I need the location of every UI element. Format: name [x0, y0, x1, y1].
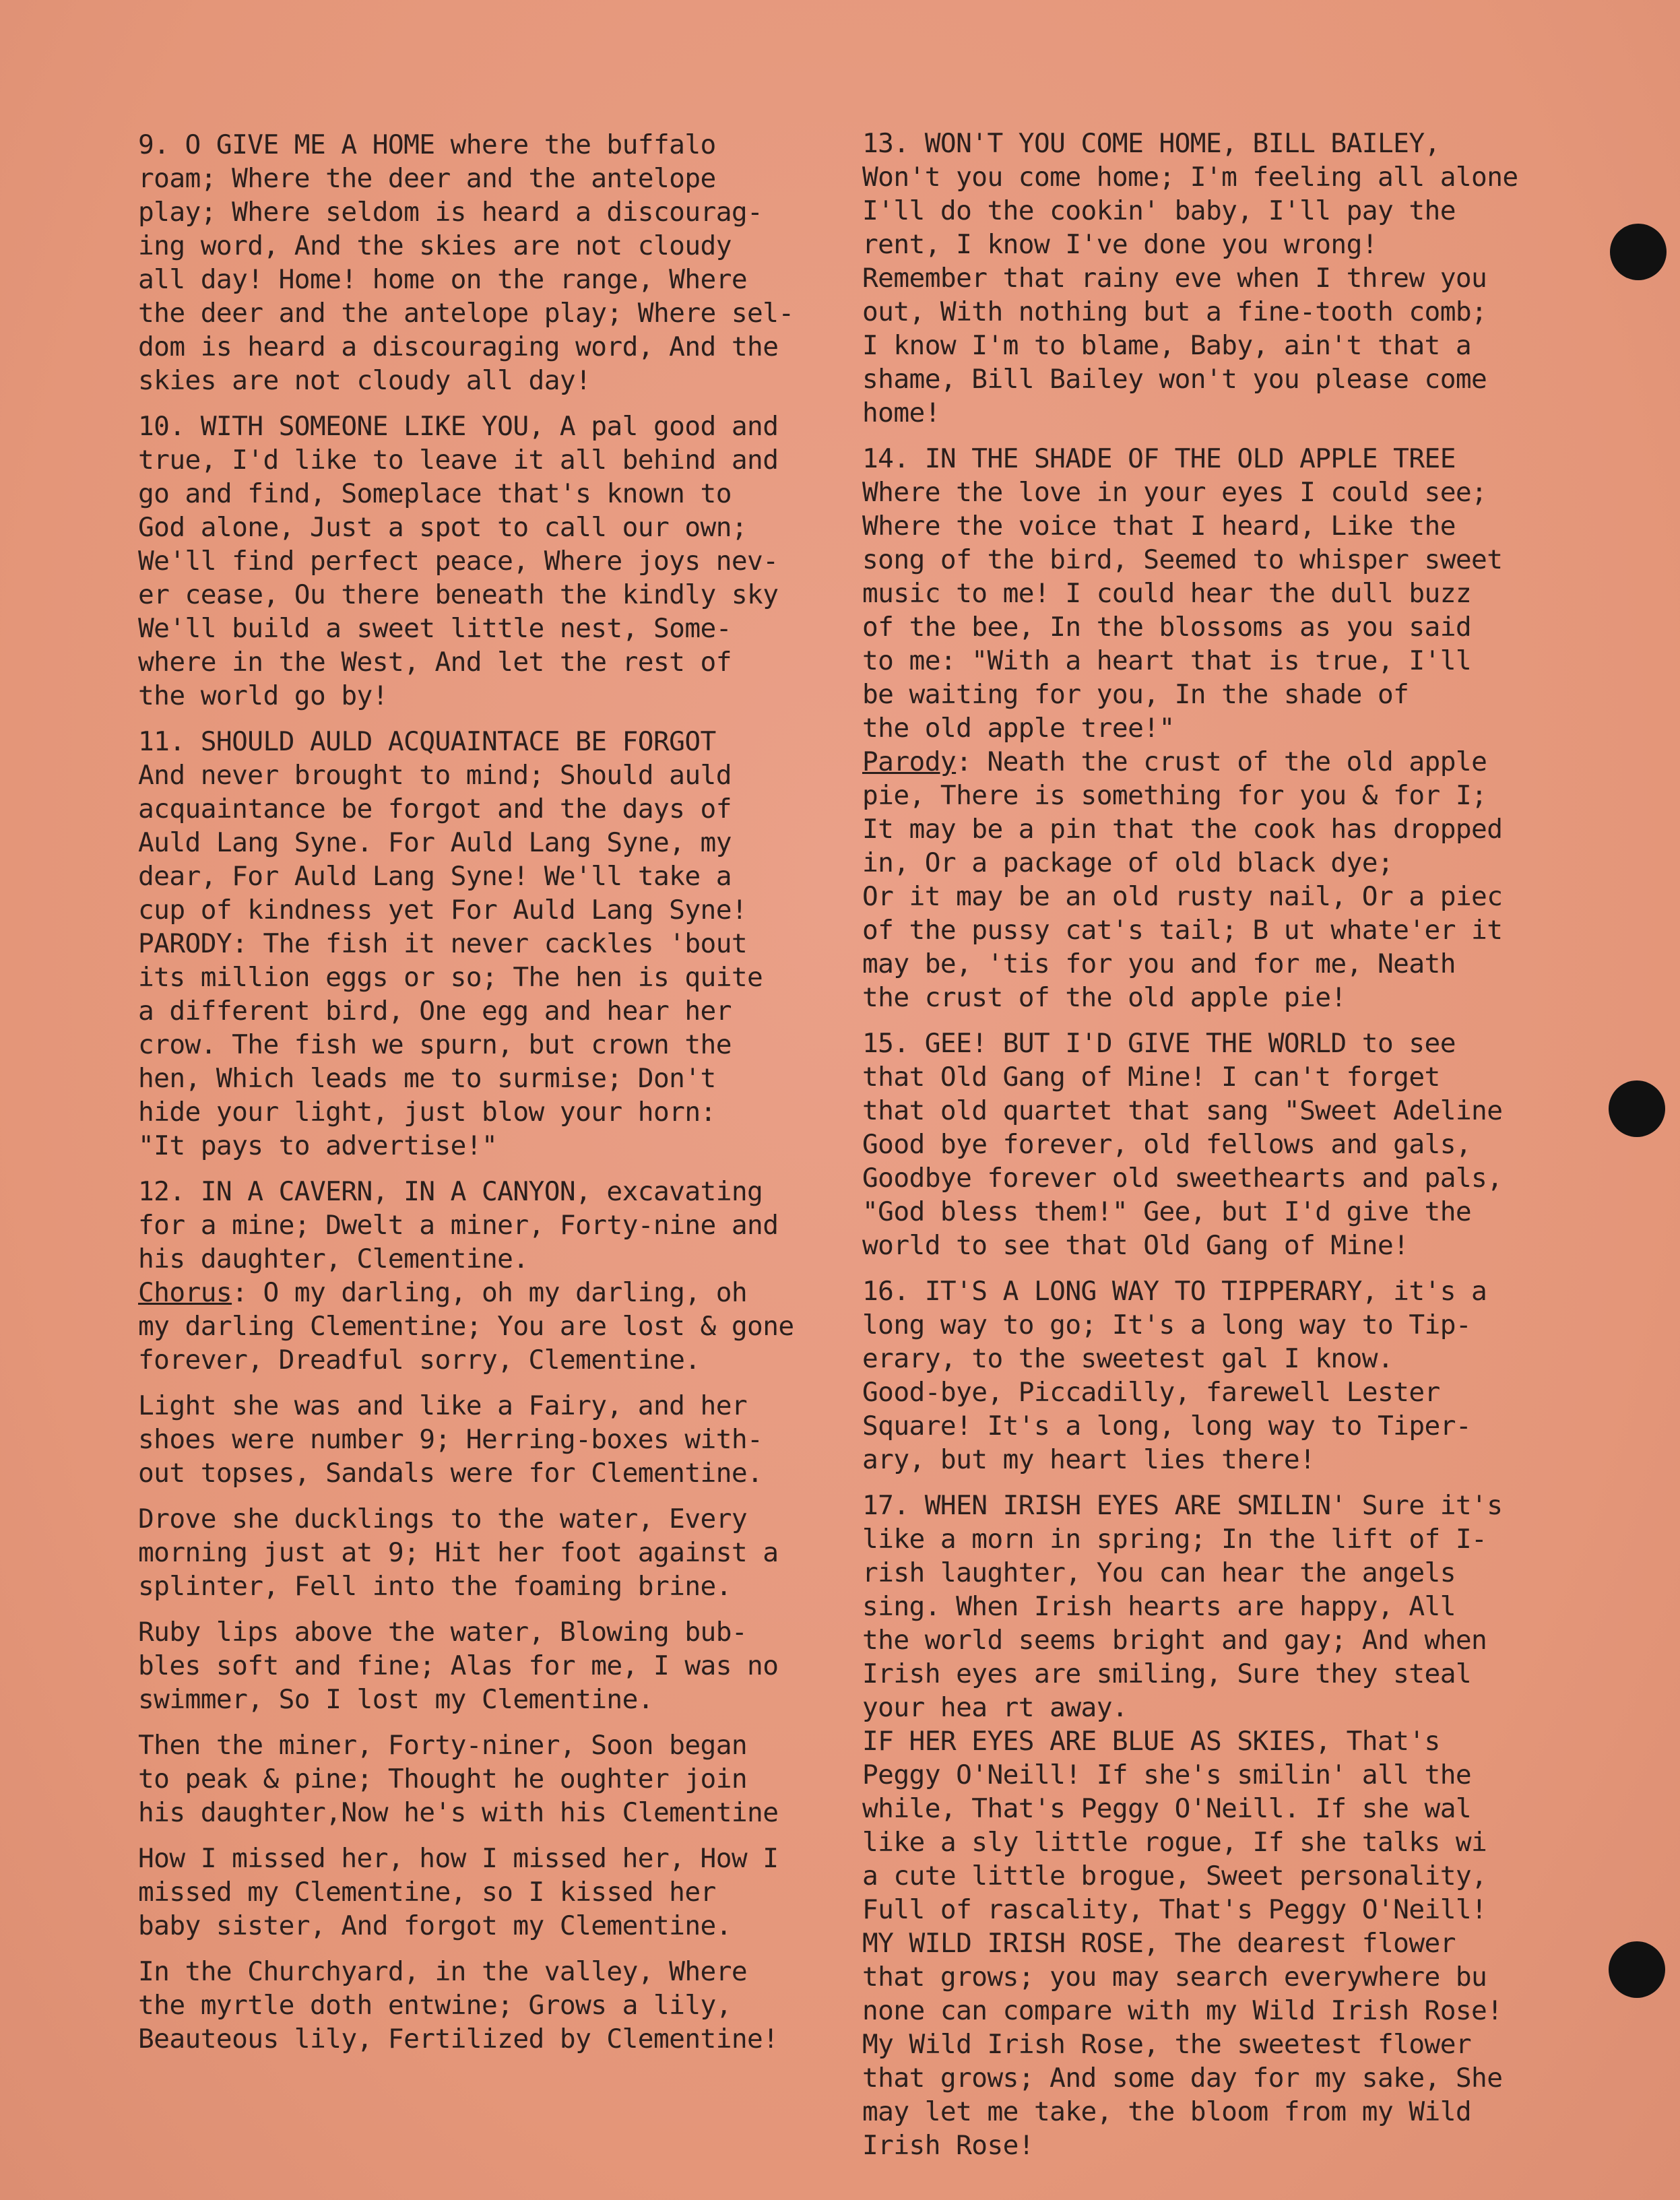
song-block	[138, 1615, 866, 1716]
song-line: the old apple tree!"	[862, 713, 1175, 744]
song-line: Auld Lang Syne. For Auld Lang Syne, my	[138, 827, 732, 858]
parody-line: It may be a pin that the cook has dropped	[862, 814, 1503, 845]
song-line: swimmer, So I lost my Clementine.	[138, 1684, 653, 1715]
song-line: 12. IN A CAVERN, IN A CANYON, excavating	[138, 1176, 763, 1207]
parody-line	[862, 745, 1583, 779]
parody-line: pie, There is something for you & for I;	[862, 780, 1487, 811]
song-line: none can compare with my Wild Irish Rose!	[862, 1995, 1503, 2026]
parody-line: the crust of the old apple pie!	[862, 982, 1347, 1013]
song-line: your hea rt away.	[862, 1692, 1128, 1723]
song-line: may let me take, the bloom from my Wild	[862, 2096, 1472, 2127]
song-line: like a morn in spring; In the lift of I-	[862, 1524, 1487, 1555]
song-line: the deer and the antelope play; Where sel-	[138, 298, 794, 329]
song-line: missed my Clementine, so I kissed her	[138, 1877, 716, 1908]
song-block	[138, 1175, 866, 1377]
song-line: his daughter, Clementine.	[138, 1243, 529, 1274]
chorus-line: forever, Dreadful sorry, Clementine.	[138, 1345, 701, 1376]
chorus-text: : O my darling, oh my darling, oh	[232, 1277, 748, 1308]
song-line: Irish Rose!	[862, 2130, 1034, 2161]
song-line: And never brought to mind; Should auld	[138, 760, 732, 791]
song-line: sing. When Irish hearts are happy, All	[862, 1591, 1456, 1622]
song-line: Light she was and like a Fairy, and her	[138, 1390, 748, 1421]
punch-hole-middle	[1609, 1080, 1665, 1137]
song-line: out, With nothing but a fine-tooth comb;	[862, 296, 1487, 327]
song-block	[138, 1728, 866, 1830]
song-line: IF HER EYES ARE BLUE AS SKIES, That's	[862, 1726, 1440, 1757]
song-line: to me: "With a heart that is true, I'll	[862, 645, 1472, 676]
song-line: music to me! I could hear the dull buzz	[862, 578, 1472, 609]
song-line: that grows; And some day for my sake, She	[862, 2063, 1503, 2094]
song-line: true, I'd like to leave it all behind and	[138, 445, 779, 476]
song-line: Then the miner, Forty-niner, Soon began	[138, 1730, 748, 1761]
song-block	[862, 127, 1583, 430]
song-line: 17. WHEN IRISH EYES ARE SMILIN' Sure it's	[862, 1490, 1503, 1521]
punch-hole-bottom	[1609, 1941, 1665, 1998]
song-line: Irish eyes are smiling, Sure they steal	[862, 1658, 1472, 1689]
song-line: Remember that rainy eve when I threw you	[862, 263, 1487, 294]
song-line: out topses, Sandals were for Clementine.	[138, 1458, 763, 1489]
song-line: all day! Home! home on the range, Where	[138, 264, 748, 295]
song-line: We'll find perfect peace, Where joys nev-	[138, 546, 779, 577]
song-line: Won't you come home; I'm feeling all alone	[862, 162, 1518, 193]
song-line: like a sly little rogue, If she talks wi	[862, 1827, 1487, 1858]
song-line: where in the West, And let the rest of	[138, 647, 732, 678]
song-line: 13. WON'T YOU COME HOME, BILL BAILEY,	[862, 128, 1440, 159]
song-line: that Old Gang of Mine! I can't forget	[862, 1062, 1440, 1093]
song-line: hen, Which leads me to surmise; Don't	[138, 1063, 716, 1094]
song-line: I know I'm to blame, Baby, ain't that a	[862, 330, 1472, 361]
parody-text: : Neath the crust of the old apple	[956, 746, 1487, 777]
song-line: world to see that Old Gang of Mine!	[862, 1230, 1409, 1261]
song-line: be waiting for you, In the shade of	[862, 679, 1409, 710]
song-line: shoes were number 9; Herring-boxes with-	[138, 1424, 763, 1455]
song-line: skies are not cloudy all day!	[138, 365, 591, 396]
song-line: crow. The fish we spurn, but crown the	[138, 1029, 732, 1060]
song-line: 9. O GIVE ME A HOME where the buffalo	[138, 129, 716, 160]
song-line: rish laughter, You can hear the angels	[862, 1557, 1456, 1588]
song-line: the world seems bright and gay; And when	[862, 1625, 1487, 1656]
song-line: God alone, Just a spot to call our own;	[138, 512, 748, 543]
song-line: Drove she ducklings to the water, Every	[138, 1503, 748, 1534]
song-line: hide your light, just blow your horn:	[138, 1097, 716, 1128]
song-line: dear, For Auld Lang Syne! We'll take a	[138, 861, 732, 892]
song-line: "God bless them!" Gee, but I'd give the	[862, 1196, 1472, 1227]
song-line: song of the bird, Seemed to whisper sweet	[862, 544, 1503, 575]
song-line: acquaintance be forgot and the days of	[138, 794, 732, 824]
song-line: that old quartet that sang "Sweet Adeline	[862, 1095, 1503, 1126]
song-line: bles soft and fine; Alas for me, I was no	[138, 1650, 779, 1681]
song-block	[138, 1842, 866, 1943]
song-line: In the Churchyard, in the valley, Where	[138, 1956, 748, 1987]
song-line: dom is heard a discouraging word, And the	[138, 331, 779, 362]
song-block	[862, 1027, 1583, 1262]
song-line: baby sister, And forgot my Clementine.	[138, 1910, 732, 1941]
song-line: home!	[862, 397, 940, 428]
song-line: Ruby lips above the water, Blowing bub-	[138, 1617, 748, 1648]
song-line: for a mine; Dwelt a miner, Forty-nine and	[138, 1210, 779, 1241]
song-line: his daughter,Now he's with his Clementine	[138, 1797, 779, 1828]
song-line: We'll build a sweet little nest, Some-	[138, 613, 732, 644]
song-line: a different bird, One egg and hear her	[138, 996, 732, 1027]
song-line: MY WILD IRISH ROSE, The dearest flower	[862, 1928, 1456, 1959]
song-line: Where the love in your eyes I could see;	[862, 477, 1487, 508]
song-line: "It pays to advertise!"	[138, 1130, 498, 1161]
song-line: while, That's Peggy O'Neill. If she wal	[862, 1793, 1472, 1824]
song-line: My Wild Irish Rose, the sweetest flower	[862, 2029, 1472, 2060]
song-line: to peak & pine; Thought he oughter join	[138, 1764, 748, 1794]
chorus-label: Chorus	[138, 1277, 232, 1308]
parody-label: Parody	[862, 746, 957, 777]
song-block	[138, 725, 866, 1163]
song-line: I'll do the cookin' baby, I'll pay the	[862, 195, 1456, 226]
song-line: 16. IT'S A LONG WAY TO TIPPERARY, it's a	[862, 1276, 1487, 1307]
song-line: go and find, Someplace that's known to	[138, 478, 732, 509]
song-line: a cute little brogue, Sweet personality,	[862, 1861, 1487, 1891]
song-block	[862, 1274, 1583, 1477]
song-block	[862, 442, 1583, 1014]
song-line: Beauteous lily, Fertilized by Clementine!	[138, 2024, 779, 2055]
song-line: splinter, Fell into the foaming brine.	[138, 1571, 732, 1602]
song-line: Good-bye, Piccadilly, farewell Lester	[862, 1377, 1440, 1408]
song-line: 14. IN THE SHADE OF THE OLD APPLE TREE	[862, 443, 1456, 474]
song-block	[138, 1955, 866, 2056]
song-line: Peggy O'Neill! If she's smilin' all the	[862, 1759, 1472, 1790]
song-line: rent, I know I've done you wrong!	[862, 229, 1378, 260]
song-line: its million eggs or so; The hen is quite	[138, 962, 763, 993]
song-line: Square! It's a long, long way to Tiper-	[862, 1411, 1472, 1442]
song-line: morning just at 9; Hit her foot against a	[138, 1537, 779, 1568]
song-line: Full of rascality, That's Peggy O'Neill!	[862, 1894, 1487, 1925]
song-line: ing word, And the skies are not cloudy	[138, 230, 732, 261]
song-line: play; Where seldom is heard a discourag-	[138, 197, 763, 228]
parody-line: of the pussy cat's tail; B ut whate'er it	[862, 915, 1503, 946]
song-block	[862, 1489, 1583, 2162]
song-line: erary, to the sweetest gal I know.	[862, 1343, 1394, 1374]
song-line: long way to go; It's a long way to Tip-	[862, 1309, 1472, 1340]
song-line: 10. WITH SOMEONE LIKE YOU, A pal good and	[138, 411, 779, 442]
song-line: cup of kindness yet For Auld Lang Syne!	[138, 895, 748, 926]
song-line: the world go by!	[138, 680, 388, 711]
song-block	[138, 1502, 866, 1603]
song-block	[138, 128, 866, 397]
parody-line: Or it may be an old rusty nail, Or a piec	[862, 881, 1503, 912]
song-line: 15. GEE! BUT I'D GIVE THE WORLD to see	[862, 1028, 1456, 1059]
song-block	[138, 1389, 866, 1490]
song-line: the myrtle doth entwine; Grows a lily,	[138, 1990, 732, 2021]
song-line: 11. SHOULD AULD ACQUAINTACE BE FORGOT	[138, 726, 716, 757]
song-line: roam; Where the deer and the antelope	[138, 163, 716, 194]
song-line: er cease, Ou there beneath the kindly sky	[138, 579, 779, 610]
left-column	[138, 128, 866, 2068]
song-block	[138, 410, 866, 713]
chorus-line	[138, 1276, 866, 1309]
song-line: ary, but my heart lies there!	[862, 1444, 1316, 1475]
song-line: Good bye forever, old fellows and gals,	[862, 1129, 1472, 1160]
song-line: Where the voice that I heard, Like the	[862, 511, 1456, 542]
song-line: Goodbye forever old sweethearts and pals,	[862, 1163, 1503, 1194]
chorus-line: my darling Clementine; You are lost & gone	[138, 1311, 794, 1342]
song-line: How I missed her, how I missed her, How I	[138, 1843, 779, 1874]
right-column	[862, 127, 1583, 2174]
punch-hole-top	[1610, 224, 1667, 280]
song-line: of the bee, In the blossoms as you said	[862, 612, 1472, 643]
song-line: that grows; you may search everywhere bu	[862, 1962, 1487, 1993]
song-line: shame, Bill Bailey won't you please come	[862, 364, 1487, 395]
parody-line: may be, 'tis for you and for me, Neath	[862, 948, 1456, 979]
parody-line: in, Or a package of old black dye;	[862, 847, 1394, 878]
song-line: PARODY: The fish it never cackles 'bout	[138, 928, 748, 959]
